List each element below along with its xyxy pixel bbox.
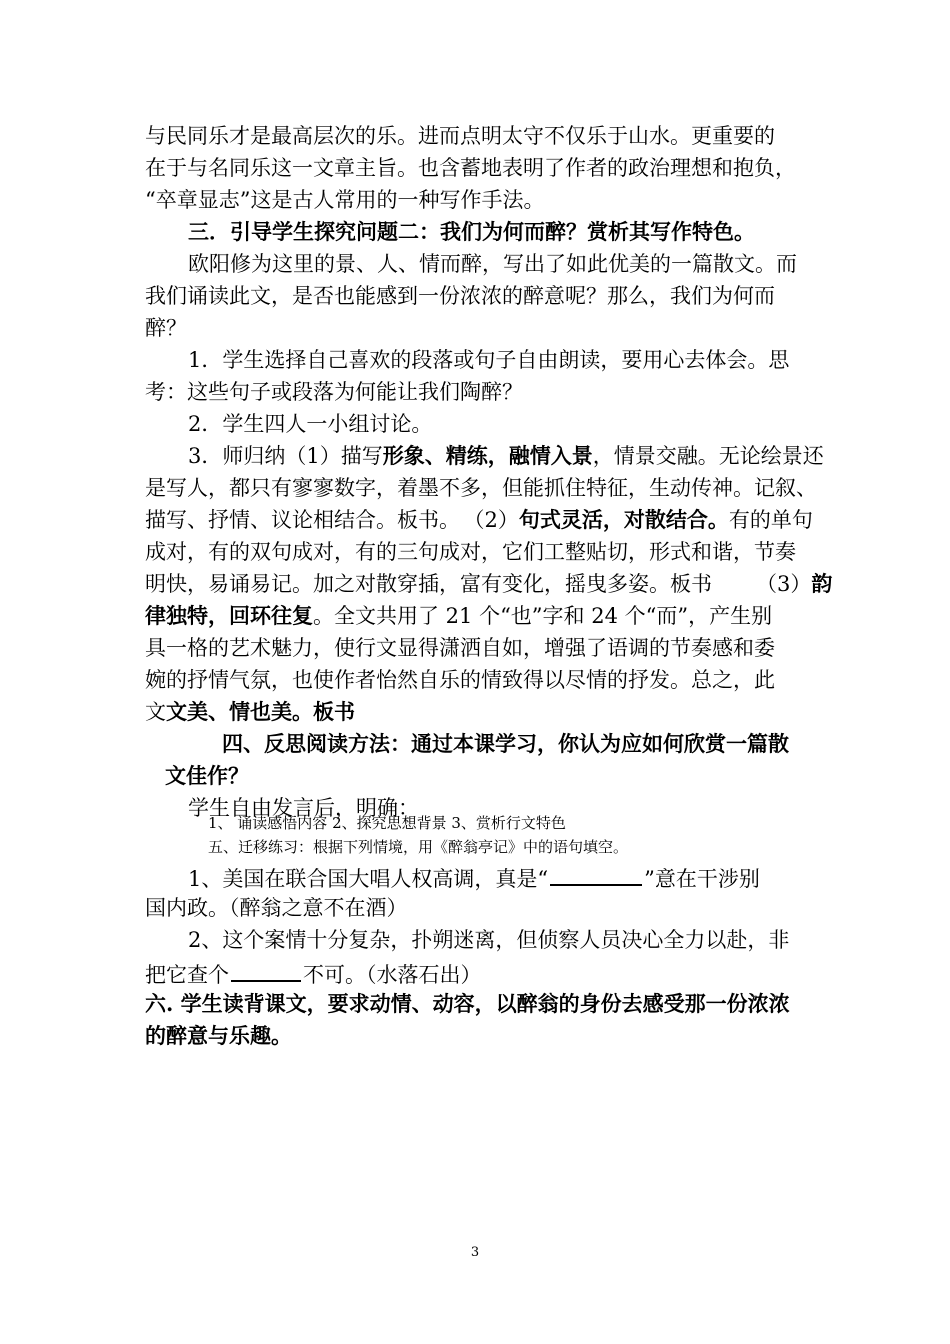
- section-heading-6: 六. 学生读背课文，要求动情、动容，以醉翁的身份去感受那一份浓浓: [145, 991, 790, 1016]
- text-run: ”意在干涉别: [644, 867, 760, 891]
- exercise-1: [188, 860, 853, 892]
- text-line: 是写人，都只有寥寥数字，着墨不多，但能抓住特征，生动传神。记叙、: [145, 476, 817, 500]
- text-line: 考：这些句子或段落为何能让我们陶醉？: [145, 380, 523, 404]
- text-line: [145, 504, 813, 536]
- text-run: 不可。（水落石出）: [303, 963, 482, 987]
- text-line: [188, 440, 853, 472]
- text-run: 文: [145, 700, 166, 724]
- text-line: 1．学生选择自己喜欢的段落或句子自由朗读，要用心去体会。思: [188, 348, 790, 372]
- text-line: [145, 956, 810, 988]
- section-heading-4-cont: 文佳作？: [165, 763, 249, 788]
- bold-phrase: 律独特，回环往复: [145, 603, 313, 628]
- text-line: [145, 696, 810, 728]
- section-heading-3: 三．引导学生探究问题二：我们为何而醉？赏析其写作特色。: [188, 219, 755, 244]
- text-line: 醉？: [145, 316, 187, 340]
- text-run: （3）: [756, 572, 812, 596]
- section-heading-5: 五、迁移练习：根据下列情境，用《醉翁亭记》中的语句填空。: [208, 838, 629, 856]
- bold-phrase: 形象、精练，融情入景: [382, 443, 593, 468]
- section-heading-6-cont: 的醉意与乐趣。: [145, 1023, 292, 1048]
- text-line: 国内政。（醉翁之意不在酒）: [145, 896, 408, 920]
- text-line: [145, 600, 810, 632]
- text-run: （2）: [474, 508, 519, 532]
- bold-phrase: 句式灵活，对散结合。: [518, 507, 729, 532]
- text-run: 把它查个: [145, 963, 229, 987]
- text-line: 与民同乐才是最高层次的乐。进而点明太守不仅乐于山水。更重要的: [145, 124, 775, 148]
- text-line: 婉的抒情气氛，也使作者怡然自乐的情致得以尽情的抒发。总之，此: [145, 668, 775, 692]
- section-heading-4: 四、反思阅读方法：通过本课学习，你认为应如何欣赏一篇散: [222, 731, 789, 756]
- text-line: 学生自由发言后，明确：: [188, 796, 419, 820]
- summary-points: 1、 诵读感悟内容 2、探究思想背景 3、赏析行文特色: [208, 814, 566, 832]
- text-line: 我们诵读此文，是否也能感到一份浓浓的醉意呢？那么，我们为何而: [145, 284, 775, 308]
- text-line: [145, 568, 833, 600]
- bold-phrase: 文美、情也美。板书: [166, 699, 355, 724]
- blank-underline: [231, 956, 301, 982]
- text-line: 2．学生四人一小组讨论。: [188, 412, 433, 436]
- bold-phrase: 韵: [811, 571, 833, 596]
- text-run: ，情景交融。无论绘景还: [592, 444, 824, 468]
- text-run: 。全文共用了 21 个“也”字和 24 个“而”，产生别: [313, 604, 773, 628]
- text-line: “卒章显志”这是古人常用的一种写作手法。: [145, 188, 545, 212]
- exercise-2: 2、这个案情十分复杂，扑朔迷离，但侦察人员决心全力以赴，非: [188, 928, 790, 952]
- text-line: 成对，有的双句成对，有的三句成对，它们工整贴切，形式和谐，节奏: [145, 540, 796, 564]
- text-run: 有的单句: [728, 508, 813, 532]
- text-run: 描写、抒情、议论相结合。板书。: [145, 508, 460, 532]
- text-line: 在于与名同乐这一文章主旨。也含蓄地表明了作者的政治理想和抱负，: [145, 156, 796, 180]
- text-line: 具一格的艺术魅力，使行文显得潇洒自如，增强了语调的节奏感和委: [145, 636, 775, 660]
- page-number: 3: [470, 1245, 480, 1260]
- text-line: 欧阳修为这里的景、人、情而醉，写出了如此优美的一篇散文。而: [188, 252, 797, 276]
- blank-underline: [550, 860, 642, 886]
- text-run: 1、美国在联合国大唱人权高调，真是“: [188, 867, 549, 891]
- text-run: 3．师归纳（1）描写: [188, 444, 383, 468]
- text-run: 明快，易诵易记。加之对散穿插，富有变化，摇曳多姿。板书: [145, 572, 712, 596]
